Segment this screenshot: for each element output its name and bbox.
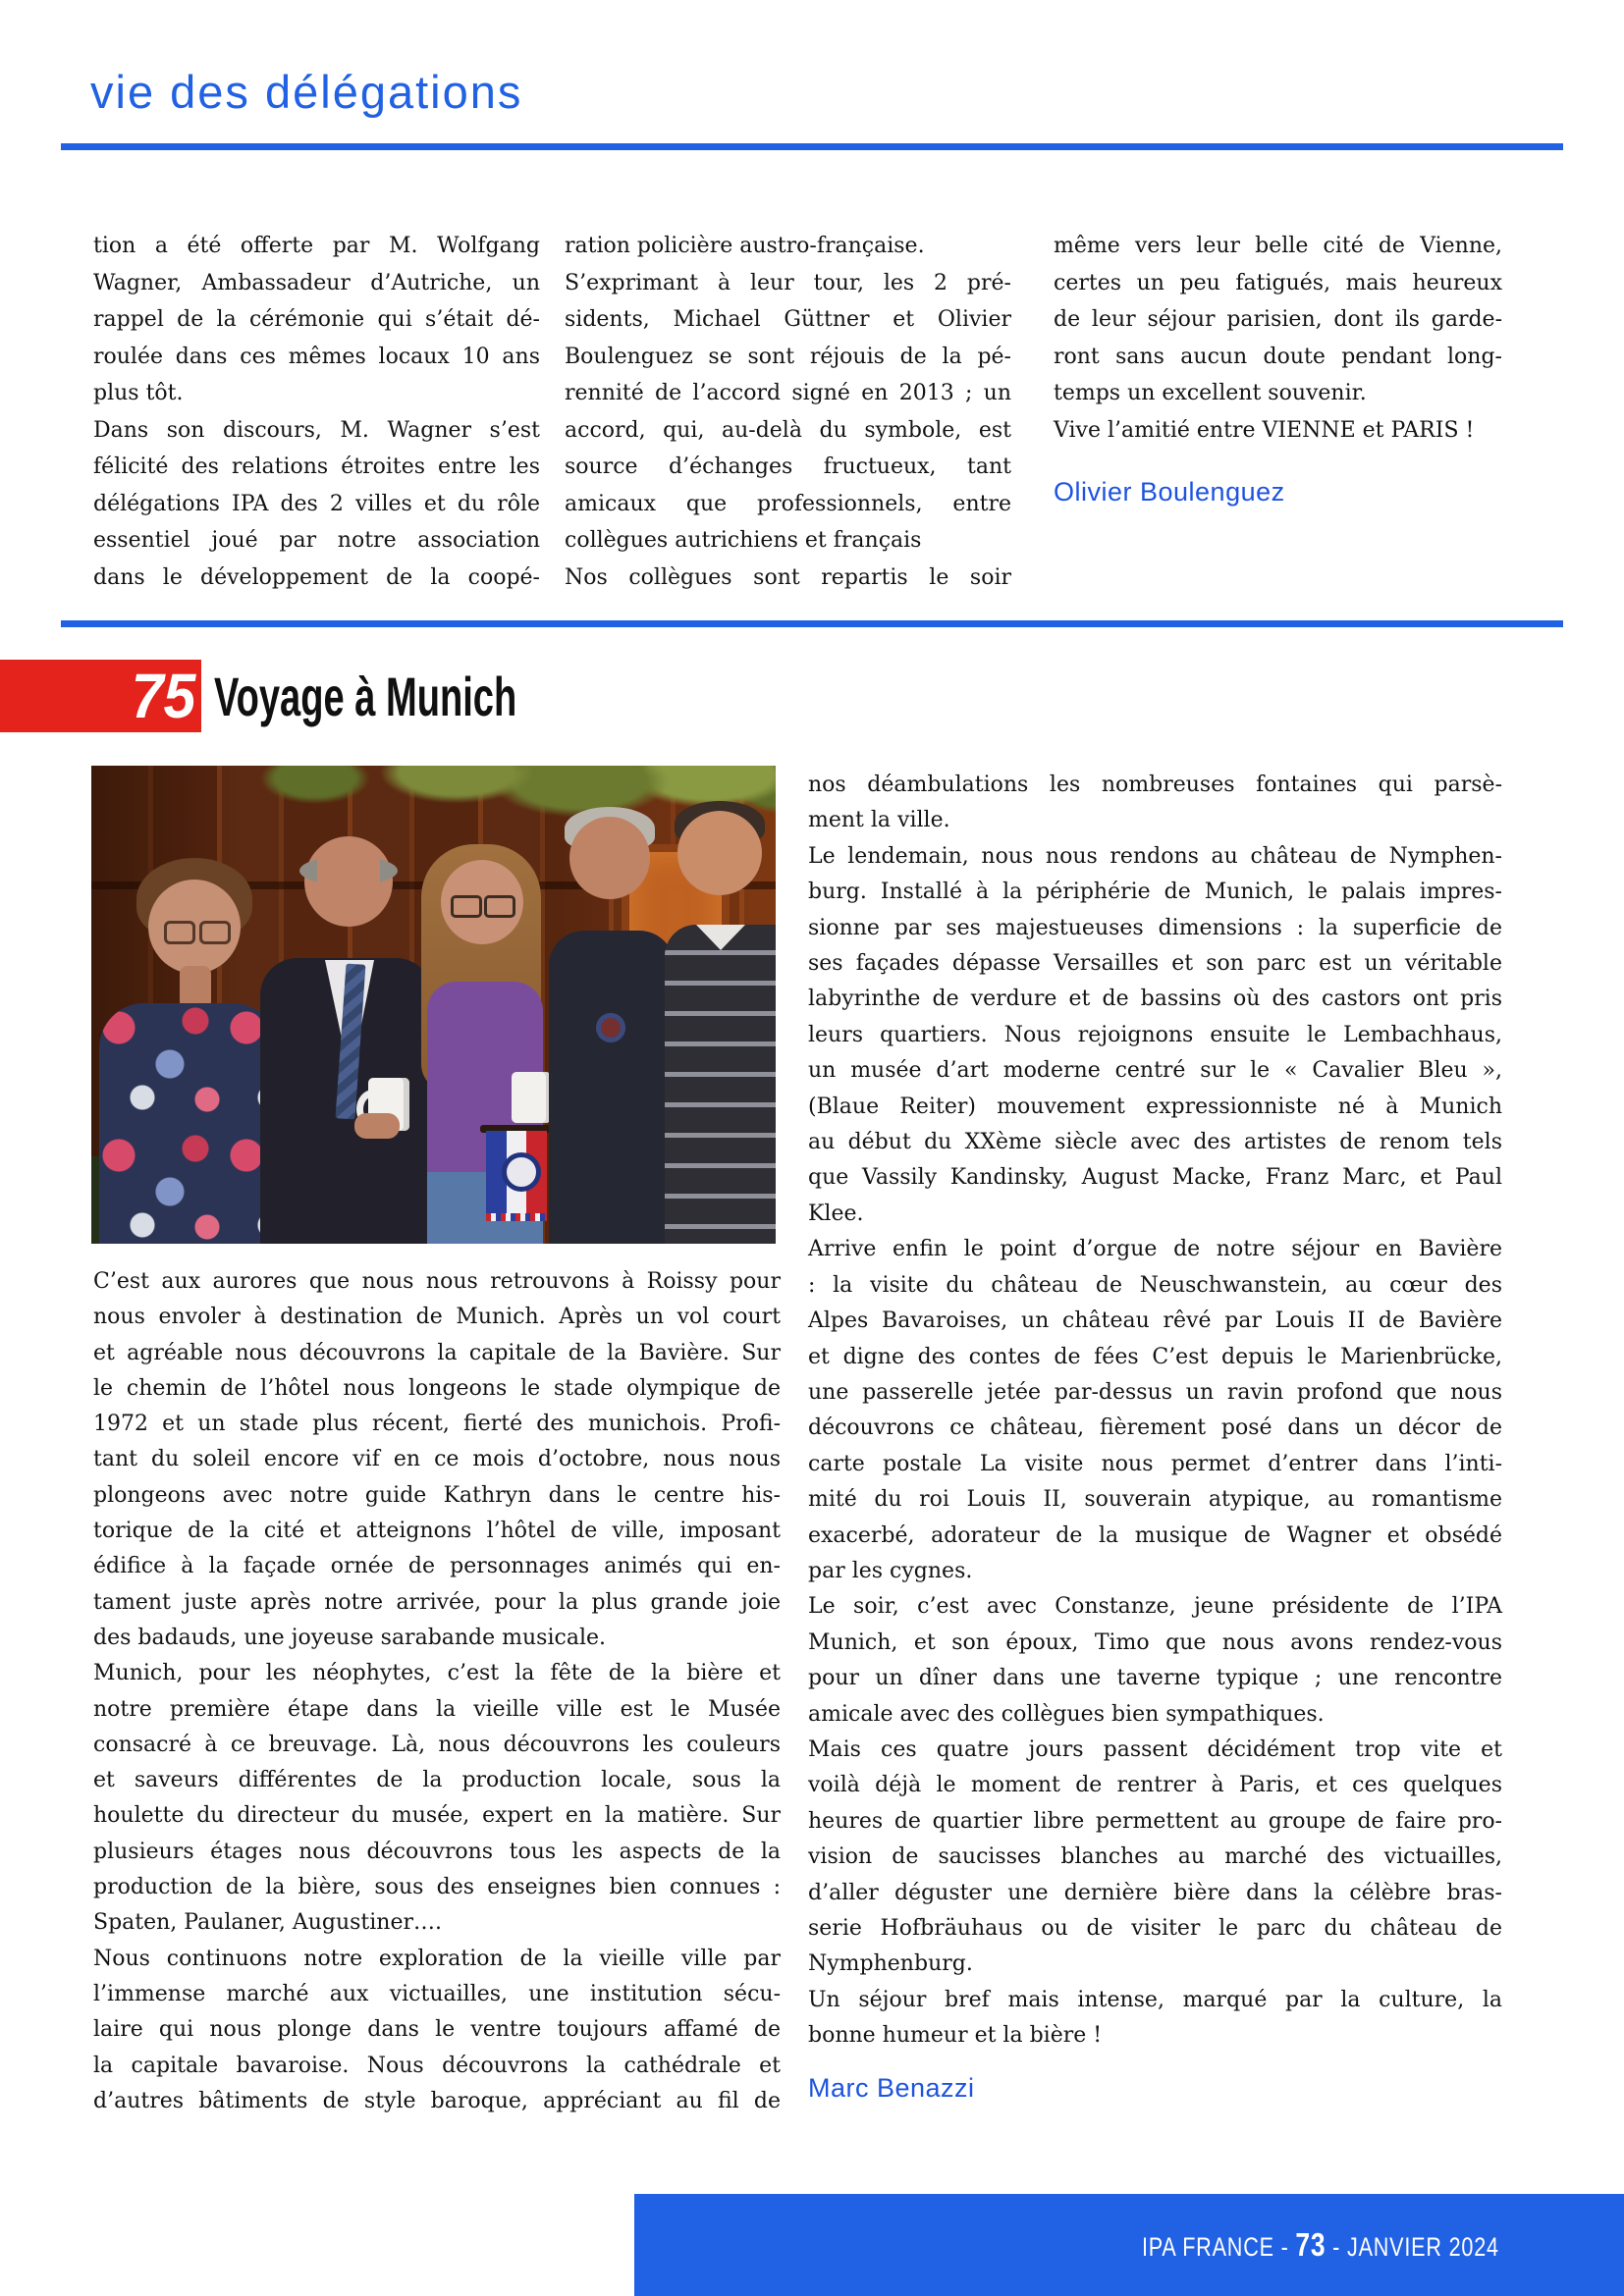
text-line: d’aller déguster une dernière bière dans la célèbre bras- xyxy=(808,1880,1502,1905)
text-line: Alpes Bavaroises, un château rêvé par Louis II de Bavière xyxy=(808,1308,1502,1334)
text-line: certes un peu fatigués, mais heureux xyxy=(1054,270,1502,295)
text-line: amicaux que professionnels, entre xyxy=(565,491,1011,516)
text-line: houlette du directeur du musée, expert en la matière. Sur xyxy=(93,1803,781,1829)
text-line: un musée d’art moderne centré sur le « Cavalier Bleu », xyxy=(808,1058,1502,1084)
text-line: Dans son discours, M. Wagner s’est xyxy=(93,417,540,443)
munich-column-right xyxy=(808,768,1502,2055)
dark-hoodie xyxy=(549,931,675,1244)
text-line: le chemin de l’hôtel nous longeons le stade olympique de xyxy=(93,1375,781,1401)
text-line: pour un dîner dans une taverne typique ; une rencontre xyxy=(808,1666,1502,1691)
text-line: labyrinthe de verdure et de bassins où des castors ont pris xyxy=(808,987,1502,1012)
group-photo xyxy=(91,766,776,1244)
text-line: accord, qui, au-delà du symbole, est xyxy=(565,417,1011,443)
text-line: bonne humeur et la bière ! xyxy=(808,2023,1103,2049)
text-line: leurs quartiers. Nous rejoignons ensuite le Lembachhaus, xyxy=(808,1022,1502,1047)
hair xyxy=(299,856,398,885)
text-line: tant du soleil encore vif en ce mois d’octobre, nous nous xyxy=(93,1447,781,1472)
text-line: Le soir, c’est avec Constanze, jeune présidente de l’IPA xyxy=(808,1594,1502,1620)
text-line: Un séjour bref mais intense, marqué par la culture, la xyxy=(808,1987,1502,2012)
text-line: heures de quartier libre permettent au groupe de faire pro- xyxy=(808,1808,1502,1834)
glasses xyxy=(484,895,515,918)
text-line: mité du roi Louis II, souverain atypique, au romantisme xyxy=(808,1487,1502,1513)
text-line: Le lendemain, nous nous rendons au château de Nymphen- xyxy=(808,843,1502,869)
text-line: roulée dans ces mêmes locaux 10 ans xyxy=(93,344,540,369)
text-line: Nous continuons notre exploration de la vieille ville par xyxy=(93,1946,781,1971)
text-line: dans le développement de la coopé- xyxy=(93,564,540,590)
text-line: ment la ville. xyxy=(808,808,950,833)
text-line: découvrons ce château, fièrement posé dans un décor de xyxy=(808,1415,1502,1441)
text-line: l’immense marché aux victuailles, une institution sécu- xyxy=(93,1981,781,2006)
text-line: carte postale La visite nous permet d’entrer dans l’inti- xyxy=(808,1451,1502,1476)
text-line: Boulenguez se sont réjouis de la pé- xyxy=(565,344,1011,369)
text-line: des badauds, une joyeuse sarabande musicale. xyxy=(93,1625,606,1650)
text-line: vision de saucisses blanches au marché des victuailles, xyxy=(808,1844,1502,1870)
text-line: ront sans aucun doute pendant long- xyxy=(1054,344,1502,369)
footer-magazine-name: IPA FRANCE - xyxy=(1142,2232,1296,2262)
face xyxy=(569,817,650,899)
text-line: rennité de l’accord signé en 2013 ; un xyxy=(565,381,1011,405)
text-line: temps un excellent souvenir. xyxy=(1054,381,1367,405)
text-line: même vers leur belle cité de Vienne, xyxy=(1054,234,1502,258)
glasses xyxy=(451,895,482,918)
text-line: au début du XXème siècle avec des artistes de renom tels xyxy=(808,1130,1502,1155)
article-column-3 xyxy=(1054,228,1502,449)
section-number: 75 xyxy=(131,661,195,731)
glasses xyxy=(164,921,195,944)
text-line: Nymphenburg. xyxy=(808,1951,973,1977)
text-line: rappel de la cérémonie qui s’était dé- xyxy=(93,307,540,332)
hoodie-logo xyxy=(596,1013,625,1042)
text-line: Arrive enfin le point d’orgue de notre séjour en Bavière xyxy=(808,1237,1502,1262)
text-line: serie Hofbräuhaus ou de visiter le parc du château de xyxy=(808,1916,1502,1941)
text-line: C’est aux aurores que nous nous retrouvons à Roissy pour xyxy=(93,1269,781,1294)
text-line: par les cygnes. xyxy=(808,1558,973,1583)
page-footer xyxy=(634,2194,1624,2296)
header-rule xyxy=(61,143,1563,150)
text-line: : la visite du château de Neuschwanstein, au cœur des xyxy=(808,1272,1502,1298)
section-number-box xyxy=(0,660,201,732)
text-line: délégations IPA des 2 villes et du rôle xyxy=(93,491,540,516)
footer-date: - JANVIER 2024 xyxy=(1326,2232,1499,2262)
text-line: essentiel joué par notre association xyxy=(93,528,540,553)
text-line: (Blaue Reiter) mouvement expressionniste né à Munich xyxy=(808,1094,1502,1119)
text-line: et agréable nous découvrons la capitale de la Bavière. Sur xyxy=(93,1340,781,1365)
text-line: Mais ces quatre jours passent décidément trop vite et xyxy=(808,1736,1502,1762)
munich-column-left xyxy=(93,1264,781,2119)
text-line: une passerelle jetée par-dessus un ravin profond que nous xyxy=(808,1379,1502,1405)
page-rubric-title: vie des délégations xyxy=(90,66,523,118)
section-title: Voyage à Munich xyxy=(214,665,517,727)
text-line: et saveurs différentes de la production locale, sous la xyxy=(93,1768,781,1793)
text-line: ses façades dépasse Versailles et son parc est un véritable xyxy=(808,951,1502,977)
text-line: félicité des relations étroites entre les xyxy=(93,454,540,479)
text-line: édifice à la façade ornée de personnages animés qui en- xyxy=(93,1554,781,1579)
text-line: laire qui nous plonge dans le ventre toujours affamé de xyxy=(93,2017,781,2043)
text-line: notre première étape dans la vieille ville est le Musée xyxy=(93,1696,781,1722)
text-line: S’exprimant à leur tour, les 2 pré- xyxy=(565,270,1011,295)
text-line: et digne des contes de fées C’est depuis le Marienbrücke, xyxy=(808,1344,1502,1369)
text-line: plongeons avec notre guide Kathryn dans le centre his- xyxy=(93,1482,781,1508)
text-line: Spaten, Paulaner, Augustiner…. xyxy=(93,1910,442,1936)
footer-issue-number: 73 xyxy=(1295,2226,1326,2263)
text-line: consacré à ce breuvage. Là, nous découvrons les couleurs xyxy=(93,1732,781,1757)
text-line: torique de la cité et atteignons l’hôtel de ville, imposant xyxy=(93,1519,781,1544)
author-signature-munich: Marc Benazzi xyxy=(808,2073,975,2103)
text-line: source d’échanges fructueux, tant xyxy=(565,454,1011,479)
text-line: 1972 et un stade plus récent, fierté des munichois. Profi- xyxy=(93,1412,781,1437)
text-line: Vive l’amitié entre VIENNE et PARIS ! xyxy=(1054,417,1475,443)
text-line: tion a été offerte par M. Wolfgang xyxy=(93,234,540,258)
beer-mug xyxy=(512,1072,551,1123)
text-line: plusieurs étages nous découvrons tous les aspects de la xyxy=(93,1839,781,1864)
text-line: nos déambulations les nombreuses fontaines qui parsè- xyxy=(808,773,1502,797)
article-column-1 xyxy=(93,228,540,596)
face xyxy=(677,811,762,895)
text-line: production de la bière, sous des enseignes bien connues : xyxy=(93,1875,781,1900)
text-line: Nos collègues sont repartis le soir xyxy=(565,564,1011,590)
text-line: amicale avec des collègues bien sympathiques. xyxy=(808,1701,1325,1727)
section-rule xyxy=(61,620,1563,627)
text-line: Munich, et son époux, Timo que nous avons rendez-vous xyxy=(808,1629,1502,1655)
text-line: sidents, Michael Güttner et Olivier xyxy=(565,307,1011,332)
text-line: voilà déjà le moment de rentrer à Paris, et ces quelques xyxy=(808,1773,1502,1798)
text-line: Munich, pour les néophytes, c’est la fête de la bière et xyxy=(93,1661,781,1686)
striped-sweater xyxy=(665,925,776,1244)
text-line: la capitale bavaroise. Nous découvrons la cathédrale et xyxy=(93,2053,781,2078)
text-line: burg. Installé à la périphérie de Munich, le palais impres- xyxy=(808,880,1502,905)
text-line: plus tôt. xyxy=(93,381,184,405)
text-line: d’autres bâtiments de style baroque, appréciant au fil de xyxy=(93,2088,781,2113)
text-line: sionne par ses majestueuses dimensions : la superficie de xyxy=(808,915,1502,940)
pennant-fringe xyxy=(486,1213,547,1221)
text-line: collègues autrichiens et français xyxy=(565,528,922,553)
text-line: de leur séjour parisien, dont ils garde- xyxy=(1054,307,1502,332)
text-line: Wagner, Ambassadeur d’Autriche, un xyxy=(93,270,540,295)
text-line: nous envoler à destination de Munich. Après un vol court xyxy=(93,1305,781,1330)
text-line: tament juste après notre arrivée, pour la plus grande joie xyxy=(93,1589,781,1615)
text-line: que Vassily Kandinsky, August Macke, Franz Marc, et Paul xyxy=(808,1165,1502,1191)
footer-text xyxy=(1142,2226,1499,2264)
floral-blouse xyxy=(99,1003,278,1244)
hand xyxy=(354,1113,400,1139)
text-line: ration policière austro-française. xyxy=(565,234,925,258)
glasses xyxy=(199,921,231,944)
text-line: exacerbé, adorateur de la musique de Wagner et obsédé xyxy=(808,1522,1502,1548)
text-line: Klee. xyxy=(808,1201,864,1226)
pennant-badge xyxy=(502,1152,541,1192)
author-signature-vienne: Olivier Boulenguez xyxy=(1054,477,1285,507)
article-column-2 xyxy=(565,228,1011,596)
